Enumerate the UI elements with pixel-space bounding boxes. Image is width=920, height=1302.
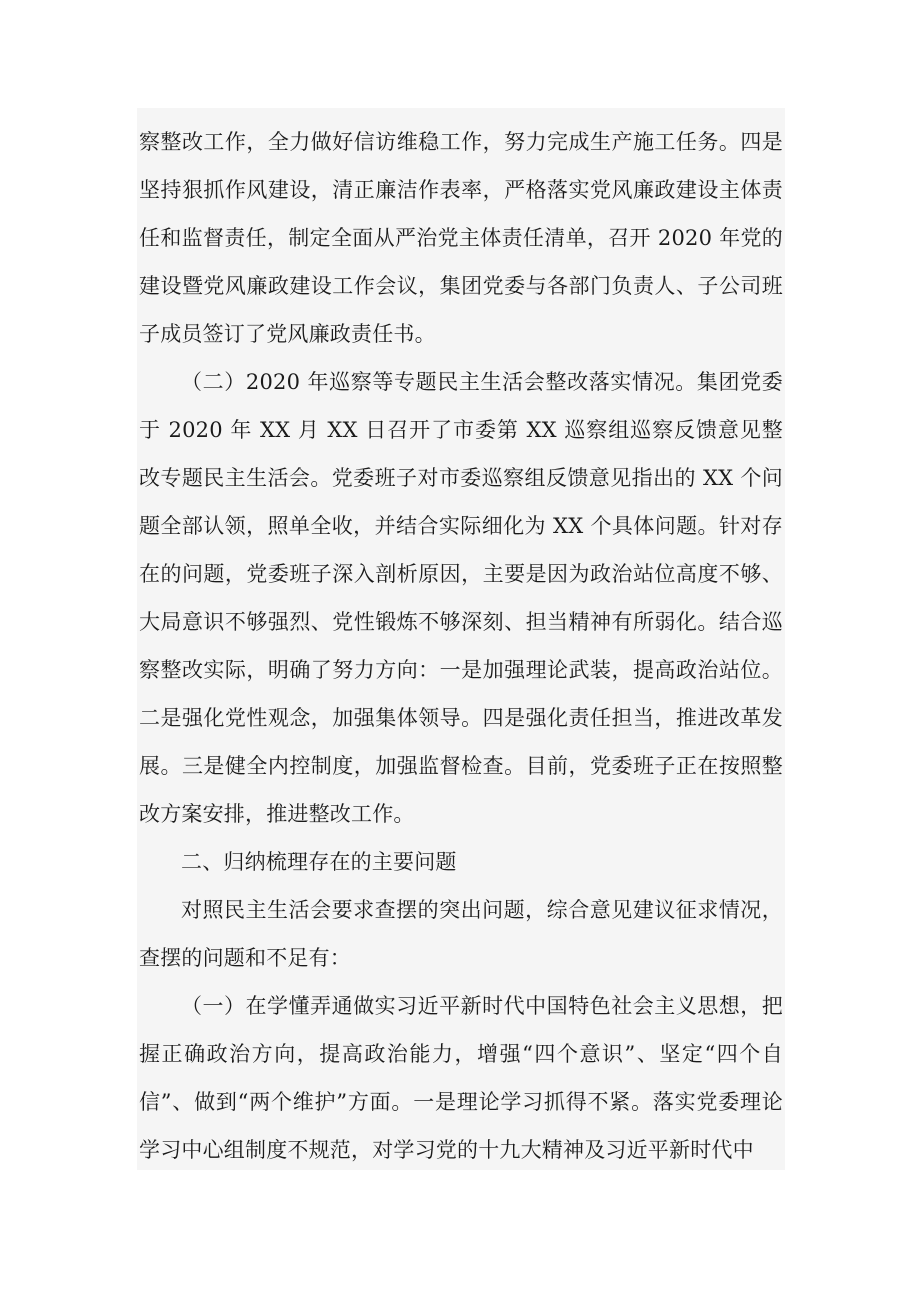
paragraph-rectification-tasks: 察整改工作，全力做好信访维稳工作，努力完成生产施工任务。四是坚持狠抓作风建设，清正廉洁作表率，严格落实党风廉政建设主体责任和监督责任，制定全面从严治党主体责任清单，召开 2020 年党的建设暨党风廉政建设工作会议，集团党委与各部门负责人、子公司班子成员签订了党风廉政责任书。 bbox=[139, 130, 783, 346]
section-heading-main-problems: 二、归纳梳理存在的主要问题 bbox=[181, 850, 457, 874]
paragraph-theory-study: （一）在学懂弄通做实习近平新时代中国特色社会主义思想，把握正确政治方向，提高政治能力，增强“四个意识”、坚定“四个自信”、做到“两个维护”方面。一是理论学习抓得不紧。落实党委理论学习中心组制度不规范，对学习党的十九大精神及习近平新时代中 bbox=[139, 994, 783, 1162]
paragraph-problems-intro: 对照民主生活会要求查摆的突出问题，综合意见建议征求情况，查摆的问题和不足有： bbox=[139, 898, 783, 970]
paragraph-inspection-rectification: （二）2020 年巡察等专题民主生活会整改落实情况。集团党委于 2020 年 XX 月 XX 日召开了市委第 XX 巡察组巡察反馈意见整改专题民主生活会。党委班子对市委巡察组反馈意见指出的 XX 个问题全部认领，照单全收，并结合实际细化为 XX 个具体问题。针对存在的问题，党委班子深入剖析原因，主要是因为政治站位高度不够、大局意识不够强烈、党性锻炼不够深刻、担当精神有所弱化。结合巡察整改实际，明确了努力方向：一是加强理论武装，提高政治站位。二是强化党性观念，加强集体领导。四是强化责任担当，推进改革发展。三是健全内控制度，加强监督检查。目前，党委班子正在按照整改方案安排，推进整改工作。 bbox=[139, 370, 783, 826]
document-body bbox=[137, 108, 785, 1170]
